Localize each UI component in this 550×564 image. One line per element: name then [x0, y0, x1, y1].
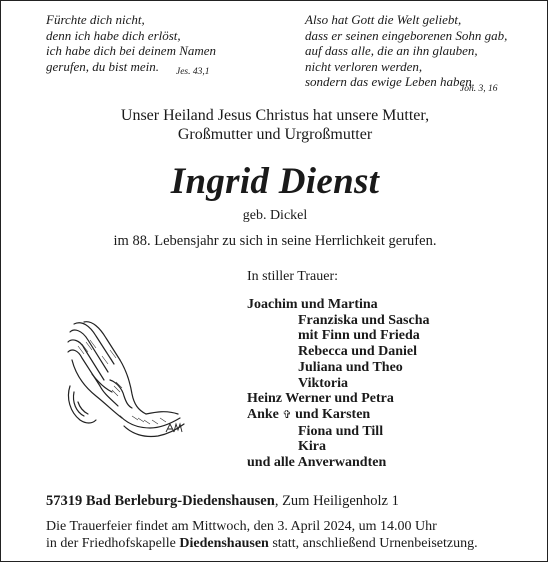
mourner-row: Joachim und Martina — [247, 297, 378, 312]
verse-left-line: denn ich habe dich erlöst, — [46, 27, 181, 43]
mourner-row — [247, 407, 429, 424]
mourning-heading: In stiller Trauer: — [247, 269, 338, 284]
mourners-list — [247, 297, 429, 471]
mourner-row: mit Finn und Frieda — [298, 328, 420, 344]
maiden-name: geb. Dickel — [242, 208, 308, 223]
mourner-row: Heinz Werner und Petra — [247, 391, 394, 407]
intro-line: Großmutter und Urgroßmutter — [177, 126, 373, 143]
verse-right-line: sondern das ewige Leben haben. — [305, 74, 476, 89]
verse-right-line: nicht verloren werden, — [305, 58, 423, 74]
passing-text: im 88. Lebensjahr zu sich in seine Herrlichkeit gerufen. — [113, 233, 437, 249]
verse-right-reference: Joh. 3, 16 — [460, 84, 498, 94]
funeral-text: in der Friedhofskapelle — [46, 535, 180, 551]
mourner-name: und Karsten — [295, 406, 371, 422]
mourner-row: Fiona und Till — [298, 423, 384, 439]
funeral-text: statt, anschließend Urnenbeisetzung. — [268, 535, 478, 551]
deceased-name: Ingrid Dienst — [170, 161, 380, 202]
verse-right-line: dass er seinen eingeborenen Sohn gab, — [305, 27, 508, 43]
family-address — [46, 493, 399, 510]
verse-left — [46, 12, 246, 74]
mourner-row: und alle Anverwandten — [247, 455, 387, 471]
intro-text — [0, 106, 550, 144]
praying-hands-icon — [62, 316, 190, 446]
verse-right-line: auf dass alle, die an ihn glauben, — [305, 43, 478, 58]
mourner-row: Kira — [298, 439, 326, 455]
address-street: , Zum Heiligenholz 1 — [274, 493, 399, 509]
verse-right-line: Also hat Gott die Welt geliebt, — [305, 12, 462, 27]
intro-line: Unser Heiland Jesus Christus hat unsere Mutter, — [120, 107, 430, 124]
mourner-row: Rebecca und Daniel — [298, 344, 417, 360]
verse-right — [305, 12, 540, 90]
mourner-row: Franziska und Sascha — [298, 312, 430, 328]
mourner-row: Juliana und Theo — [298, 359, 403, 375]
mourner-name: Anke — [247, 406, 279, 422]
funeral-line: Die Trauerfeier findet am Mittwoch, den 3. April 2024, um 14.00 Uhr — [46, 519, 437, 534]
funeral-place: Diedenshausen — [179, 535, 269, 551]
verse-left-reference: Jes. 43,1 — [176, 67, 210, 77]
verse-left-line: Fürchte dich nicht, — [46, 12, 145, 27]
verse-left-line: ich habe dich bei deinem Namen — [46, 43, 217, 58]
mourner-row: Viktoria — [298, 375, 349, 391]
cross-icon: ✞ — [282, 408, 292, 421]
address-place: 57319 Bad Berleburg-Diedenshausen — [46, 493, 275, 509]
funeral-line — [46, 536, 478, 553]
funeral-info — [46, 519, 478, 552]
verse-left-line: gerufen, du bist mein. — [46, 58, 160, 74]
